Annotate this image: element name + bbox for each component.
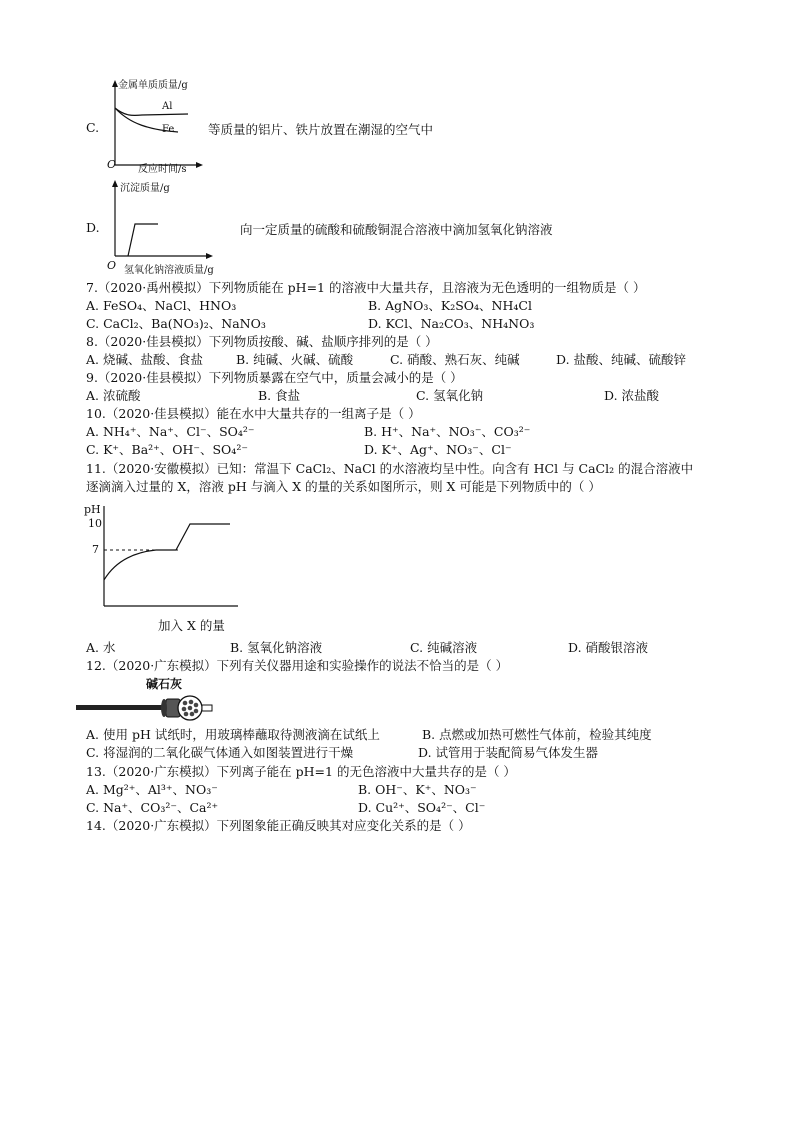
drying-tube-apparatus — [74, 690, 214, 726]
q11-option-d: D. 硝酸银溶液 — [568, 640, 649, 655]
c-graph-x-label: 反应时间/s — [138, 164, 187, 175]
question-8-stem: 8.（2020·佳县模拟）下列物质按酸、碱、盐顺序排列的是（ ） — [86, 334, 438, 349]
question-7-stem: 7.（2020·禹州模拟）下列物质能在 pH=1 的溶液中大量共存，且溶液为无色透明的一组物质是（ ） — [86, 280, 646, 295]
question-9-stem: 9.（2020·佳县模拟）下列物质暴露在空气中，质量会减小的是（ ） — [86, 370, 463, 385]
q12-option-b: B. 点燃或加热可燃性气体前，检验其纯度 — [422, 727, 652, 742]
q13-option-b: B. OH⁻、K⁺、NO₃⁻ — [358, 782, 477, 797]
q8-option-c: C. 硝酸、熟石灰、纯碱 — [390, 352, 520, 367]
option-c-label: C. — [86, 120, 100, 135]
q13-option-a: A. Mg²⁺、Al³⁺、NO₃⁻ — [86, 782, 218, 797]
option-d-label: D. — [86, 220, 100, 235]
c-graph-origin: O — [107, 158, 117, 171]
c-graph-curve-al: Al — [162, 101, 173, 112]
q13-option-d: D. Cu²⁺、SO₄²⁻、Cl⁻ — [358, 800, 486, 815]
ph-curve-graph — [86, 500, 246, 612]
q11-option-b: B. 氢氧化钠溶液 — [230, 640, 323, 655]
q9-option-a: A. 浓硫酸 — [86, 388, 141, 403]
ph-graph-tick-7: 7 — [92, 543, 99, 556]
q7-option-a: A. FeSO₄、NaCl、HNO₃ — [86, 298, 237, 313]
q8-option-b: B. 纯碱、火碱、硫酸 — [236, 352, 354, 367]
question-14-stem: 14.（2020·广东模拟）下列图象能正确反映其对应变化关系的是（ ） — [86, 818, 471, 833]
q10-option-d: D. K⁺、Ag⁺、NO₃⁻、Cl⁻ — [364, 442, 512, 457]
c-graph-y-label: 金属单质质量/g — [118, 80, 188, 91]
q10-option-b: B. H⁺、Na⁺、NO₃⁻、CO₃²⁻ — [364, 424, 531, 439]
q10-option-a: A. NH₄⁺、Na⁺、Cl⁻、SO₄²⁻ — [86, 424, 255, 439]
question-11-stem-line-2: 逐滴滴入过量的 X，溶液 pH 与滴入 X 的量的关系如图所示，则 X 可能是下列物质中的（ ） — [86, 479, 601, 494]
q9-option-b: B. 食盐 — [258, 388, 301, 403]
q12-option-a: A. 使用 pH 试纸时，用玻璃棒蘸取待测液滴在试纸上 — [86, 727, 380, 742]
q8-option-d: D. 盐酸、纯碱、硫酸锌 — [556, 352, 687, 367]
apparatus-label: 碱石灰 — [146, 677, 183, 691]
option-d-text: 向一定质量的硫酸和硫酸铜混合溶液中滴加氢氧化钠溶液 — [240, 222, 553, 237]
q7-option-d: D. KCl、Na₂CO₃、NH₄NO₃ — [368, 316, 535, 331]
q8-option-a: A. 烧碱、盐酸、食盐 — [86, 352, 203, 367]
question-12-stem: 12.（2020·广东模拟）下列有关仪器用途和实验操作的说法不恰当的是（ ） — [86, 658, 509, 673]
q11-option-c: C. 纯碱溶液 — [410, 640, 478, 655]
question-13-stem: 13.（2020·广东模拟）下列离子能在 pH=1 的无色溶液中大量共存的是（ ） — [86, 764, 516, 779]
ph-graph-tick-10: 10 — [88, 517, 102, 530]
option-c-text: 等质量的铝片、铁片放置在潮湿的空气中 — [208, 122, 434, 137]
q9-option-c: C. 氢氧化钠 — [416, 388, 484, 403]
q11-option-a: A. 水 — [86, 640, 116, 655]
question-11-stem-line-1: 11.（2020·安徽模拟）已知：常温下 CaCl₂、NaCl 的水溶液均呈中性。向含有 HCl 与 CaCl₂ 的混合溶液中 — [86, 461, 694, 476]
ph-graph-y-label: pH — [84, 503, 101, 516]
q10-option-c: C. K⁺、Ba²⁺、OH⁻、SO₄²⁻ — [86, 442, 248, 457]
c-graph-curve-fe: Fe — [162, 124, 175, 135]
question-10-stem: 10.（2020·佳县模拟）能在水中大量共存的一组离子是（ ） — [86, 406, 421, 421]
ph-graph-x-label: 加入 X 的量 — [158, 618, 225, 633]
q13-option-c: C. Na⁺、CO₃²⁻、Ca²⁺ — [86, 800, 219, 815]
q7-option-c: C. CaCl₂、Ba(NO₃)₂、NaNO₃ — [86, 316, 266, 331]
q12-option-d: D. 试管用于装配简易气体发生器 — [418, 745, 599, 760]
d-graph-origin: O — [107, 259, 117, 272]
q7-option-b: B. AgNO₃、K₂SO₄、NH₄Cl — [368, 298, 532, 313]
q12-option-c: C. 将湿润的二氧化碳气体通入如图装置进行干燥 — [86, 745, 354, 760]
q9-option-d: D. 浓盐酸 — [604, 388, 660, 403]
d-graph-y-label: 沉淀质量/g — [120, 183, 170, 194]
d-graph-x-label: 氢氧化钠溶液质量/g — [124, 265, 214, 276]
